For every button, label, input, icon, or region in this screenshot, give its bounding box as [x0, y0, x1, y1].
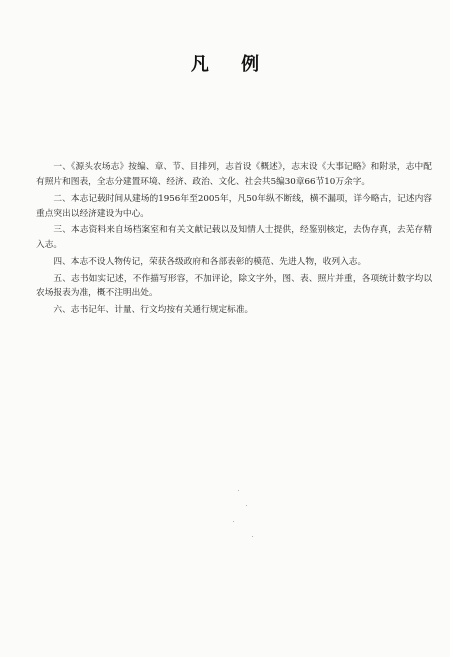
paragraph-2: 二、本志记载时间从建场的1956年至2005年，凡50年纵不断线，横不漏项，详今略古，记述内容重点突出以经济建设为中心。: [36, 193, 432, 219]
document-body: [36, 160, 432, 320]
paragraph-3: 三、本志资料来自场档案室和有关文献记载以及知情人士提供，经鉴别核定，去伪存真，去芜存精入志。: [36, 225, 432, 251]
paragraph-1: 一、《源头农场志》按编、章、节、目排列，志首设《概述》，志末设《大事记略》和附录，志中配有照片和图表，全志分建置环境、经济、政治、文化、社会共5编30章66节10万余字。: [36, 162, 432, 187]
scan-speck: [233, 521, 234, 522]
page-title: 凡 例: [190, 54, 273, 75]
scan-speck: [238, 490, 239, 491]
paragraph-6: 六、志书记年、计量、行文均按有关通行规定标准。: [53, 305, 254, 316]
paragraph-4: 四、本志不设人物传记，荣获各级政府和各部表彰的模范、先进人物，收列入志。: [53, 256, 367, 267]
scan-speck: [252, 536, 253, 537]
scan-speck: [246, 505, 247, 506]
paragraph-5: 五、志书如实记述，不作描写形容，不加评论，除文字外，图、表、照片并重，各项统计数字均以农场报表为准，概不注明出处。: [36, 273, 432, 299]
